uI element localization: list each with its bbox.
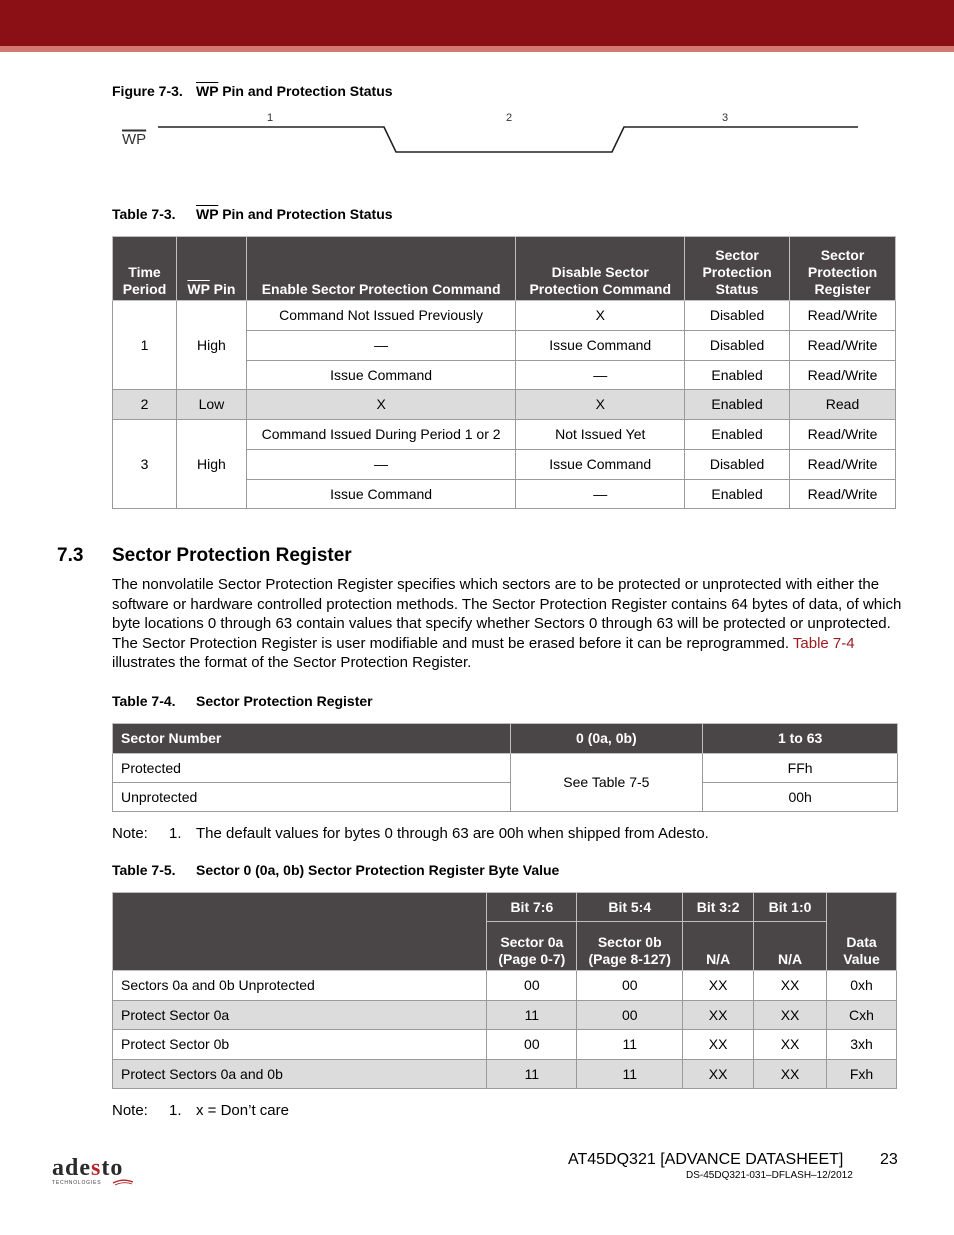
wp-cell: High <box>176 420 246 509</box>
table75-number: Table 7-5. <box>112 862 176 878</box>
table-7-3 <box>112 236 896 509</box>
th-bit-1-0: Bit 1:0 <box>754 893 827 922</box>
row-label-cell: Protect Sector 0b <box>113 1030 487 1060</box>
logo-swoosh-icon <box>112 1178 134 1186</box>
th-protection-register: Sector Protection Register <box>790 237 896 301</box>
sector-rest-cell: 00h <box>703 783 898 812</box>
th-wp-pin-wp: $\overline{WP}$ <box>187 281 210 297</box>
section-number: 7.3 <box>57 545 84 566</box>
bit10-cell: XX <box>754 1060 827 1089</box>
table73-number: Table 7-3. <box>112 206 176 222</box>
logo-word-right: to <box>101 1155 124 1181</box>
table73-title-wp: $\overline{WP}$ <box>196 206 219 222</box>
table-row <box>113 420 896 450</box>
status-cell: Enabled <box>685 390 790 420</box>
logo-subtitle: TECHNOLOGIES <box>52 1180 102 1186</box>
bit76-cell: 00 <box>487 971 577 1001</box>
enable-cell: — <box>246 450 515 480</box>
table-7-4-link[interactable]: Table 7-4 <box>792 634 855 652</box>
footer-doc-title: AT45DQ321 [ADVANCE DATASHEET] <box>568 1151 844 1168</box>
note-text: x = Don’t care <box>196 1102 289 1119</box>
row-label-cell: Protect Sector 0a <box>113 1001 487 1030</box>
table75-title: Sector 0 (0a, 0b) Sector Protection Register Byte Value <box>196 862 560 878</box>
table74-caption <box>112 693 373 709</box>
bit76-cell: 11 <box>487 1001 577 1030</box>
note-text: The default values for bytes 0 through 63 are 00h when shipped from Adesto. <box>196 825 709 842</box>
data-value-cell: Fxh <box>826 1060 896 1089</box>
logo-word-left: ade <box>52 1155 91 1181</box>
disable-cell: — <box>516 480 685 509</box>
th-bit-7-6: Bit 7:6 <box>487 893 577 922</box>
status-cell: Disabled <box>685 450 790 480</box>
enable-cell: — <box>246 331 515 361</box>
bit76-cell: 11 <box>487 1060 577 1089</box>
bit54-cell: 11 <box>577 1060 683 1089</box>
bit10-cell: XX <box>754 1030 827 1060</box>
register-cell: Read <box>790 390 896 420</box>
th-wp-pin <box>176 237 246 301</box>
status-cell: Disabled <box>685 331 790 361</box>
logo-word-accent: s <box>91 1155 102 1181</box>
th-row-label-blank <box>113 893 487 971</box>
table-7-5 <box>112 892 897 1089</box>
figure-title: Pin and Protection Status <box>218 83 393 99</box>
enable-cell: Command Not Issued Previously <box>246 301 515 331</box>
period-cell: 3 <box>113 420 177 509</box>
register-cell: Read/Write <box>790 301 896 331</box>
row-label-cell: Protect Sectors 0a and 0b <box>113 1060 487 1089</box>
section-title: Sector Protection Register <box>112 545 352 566</box>
note-index: 1. <box>169 825 182 842</box>
th-disable-command: Disable Sector Protection Command <box>516 237 685 301</box>
sector0-cell: See Table 7-5 <box>510 754 703 812</box>
figure-number: Figure 7-3. <box>112 83 183 99</box>
table75-bit-header-row <box>113 893 897 922</box>
th-protection-status: Sector Protection Status <box>685 237 790 301</box>
row-label-cell: Sectors 0a and 0b Unprotected <box>113 971 487 1001</box>
adesto-logo <box>52 1156 142 1190</box>
period-cell: 1 <box>113 301 177 390</box>
data-value-cell: 3xh <box>826 1030 896 1060</box>
period-cell: 2 <box>113 390 177 420</box>
table73-header-row <box>113 237 896 301</box>
period-label-3: 3 <box>721 112 729 124</box>
figure-caption <box>112 83 393 99</box>
note-index: 1. <box>169 1102 182 1119</box>
bit54-cell: 00 <box>577 971 683 1001</box>
section-paragraph <box>112 575 902 673</box>
wp-signal-label: WP <box>122 131 147 148</box>
page-number: 23 <box>880 1151 898 1168</box>
table73-caption <box>112 206 393 222</box>
register-cell: Read/Write <box>790 420 896 450</box>
status-cell: Enabled <box>685 480 790 509</box>
table-row <box>113 390 896 420</box>
th-sector-0a: Sector 0a (Page 0-7) <box>487 922 577 971</box>
table-row <box>113 783 898 812</box>
table74-number: Table 7-4. <box>112 693 176 709</box>
data-value-cell: Cxh <box>826 1001 896 1030</box>
table-row <box>113 1030 897 1060</box>
period-label-2: 2 <box>505 112 513 124</box>
table-row <box>113 1060 897 1089</box>
logo-wordmark <box>52 1156 142 1180</box>
disable-cell: X <box>516 390 685 420</box>
header-stripe <box>0 46 954 52</box>
data-value-cell: 0xh <box>826 971 896 1001</box>
table-row <box>113 754 898 783</box>
bit10-cell: XX <box>754 1001 827 1030</box>
disable-cell: Not Issued Yet <box>516 420 685 450</box>
th-time-period: Time Period <box>113 237 177 301</box>
section-heading <box>57 545 352 567</box>
disable-cell: Issue Command <box>516 450 685 480</box>
table75-caption <box>112 862 559 878</box>
table-7-4 <box>112 723 898 812</box>
sector-rest-cell: FFh <box>703 754 898 783</box>
register-cell: Read/Write <box>790 331 896 361</box>
header-bar <box>0 0 954 46</box>
th-na-1: N/A <box>683 922 754 971</box>
th-wp-pin-rest: Pin <box>209 281 236 297</box>
th-bit-5-4: Bit 5:4 <box>577 893 683 922</box>
footer-doc-number: DS-45DQ321-031–DFLASH–12/2012 <box>686 1170 853 1181</box>
wp-cell: High <box>176 301 246 390</box>
th-bit-3-2: Bit 3:2 <box>683 893 754 922</box>
disable-cell: X <box>516 301 685 331</box>
table-row <box>113 1001 897 1030</box>
paragraph-text: The nonvolatile Sector Protection Register specifies which sectors are to be protected or unprotected with either the software or hardware controlled protection methods. The Sector Protection Register contains 64 bytes of data, of which byte locations 0 through 63 contain values that specify whether Sectors 0 through 63 will be protected or unprotected. The Sector Protection Register is user modifiable and must be erased before it can be reprogrammed. <box>112 576 902 652</box>
disable-cell: Issue Command <box>516 331 685 361</box>
note-label: Note: <box>112 1102 148 1119</box>
enable-cell: X <box>246 390 515 420</box>
bit54-cell: 11 <box>577 1030 683 1060</box>
table74-note <box>112 825 709 842</box>
th-sector-0b: Sector 0b (Page 8-127) <box>577 922 683 971</box>
table74-header-row <box>113 724 898 754</box>
bit32-cell: XX <box>683 971 754 1001</box>
disable-cell: — <box>516 361 685 390</box>
wp-waveform <box>158 127 858 152</box>
bit32-cell: XX <box>683 1001 754 1030</box>
th-sector-0: 0 (0a, 0b) <box>510 724 703 754</box>
register-cell: Read/Write <box>790 450 896 480</box>
enable-cell: Command Issued During Period 1 or 2 <box>246 420 515 450</box>
table-row <box>113 971 897 1001</box>
wp-timing-diagram <box>112 105 872 160</box>
bit32-cell: XX <box>683 1060 754 1089</box>
paragraph-text-end: illustrates the format of the Sector Protection Register. <box>112 654 472 672</box>
th-na-2: N/A <box>754 922 827 971</box>
th-sector-1-63: 1 to 63 <box>703 724 898 754</box>
table-row <box>113 301 896 331</box>
figure-title-wp: $\overline{WP}$ <box>196 83 219 99</box>
status-cell: Enabled <box>685 420 790 450</box>
bit54-cell: 00 <box>577 1001 683 1030</box>
th-data-value: Data Value <box>826 893 896 971</box>
table74-title: Sector Protection Register <box>196 693 373 709</box>
row-label-cell: Unprotected <box>113 783 511 812</box>
register-cell: Read/Write <box>790 361 896 390</box>
bit10-cell: XX <box>754 971 827 1001</box>
status-cell: Disabled <box>685 301 790 331</box>
bit32-cell: XX <box>683 1030 754 1060</box>
row-label-cell: Protected <box>113 754 511 783</box>
table75-note <box>112 1102 289 1119</box>
th-sector-number: Sector Number <box>113 724 511 754</box>
register-cell: Read/Write <box>790 480 896 509</box>
period-label-1: 1 <box>266 112 274 124</box>
status-cell: Enabled <box>685 361 790 390</box>
bit76-cell: 00 <box>487 1030 577 1060</box>
th-enable-command: Enable Sector Protection Command <box>246 237 515 301</box>
wp-cell: Low <box>176 390 246 420</box>
table73-title: Pin and Protection Status <box>218 206 393 222</box>
enable-cell: Issue Command <box>246 480 515 509</box>
enable-cell: Issue Command <box>246 361 515 390</box>
note-label: Note: <box>112 825 148 842</box>
